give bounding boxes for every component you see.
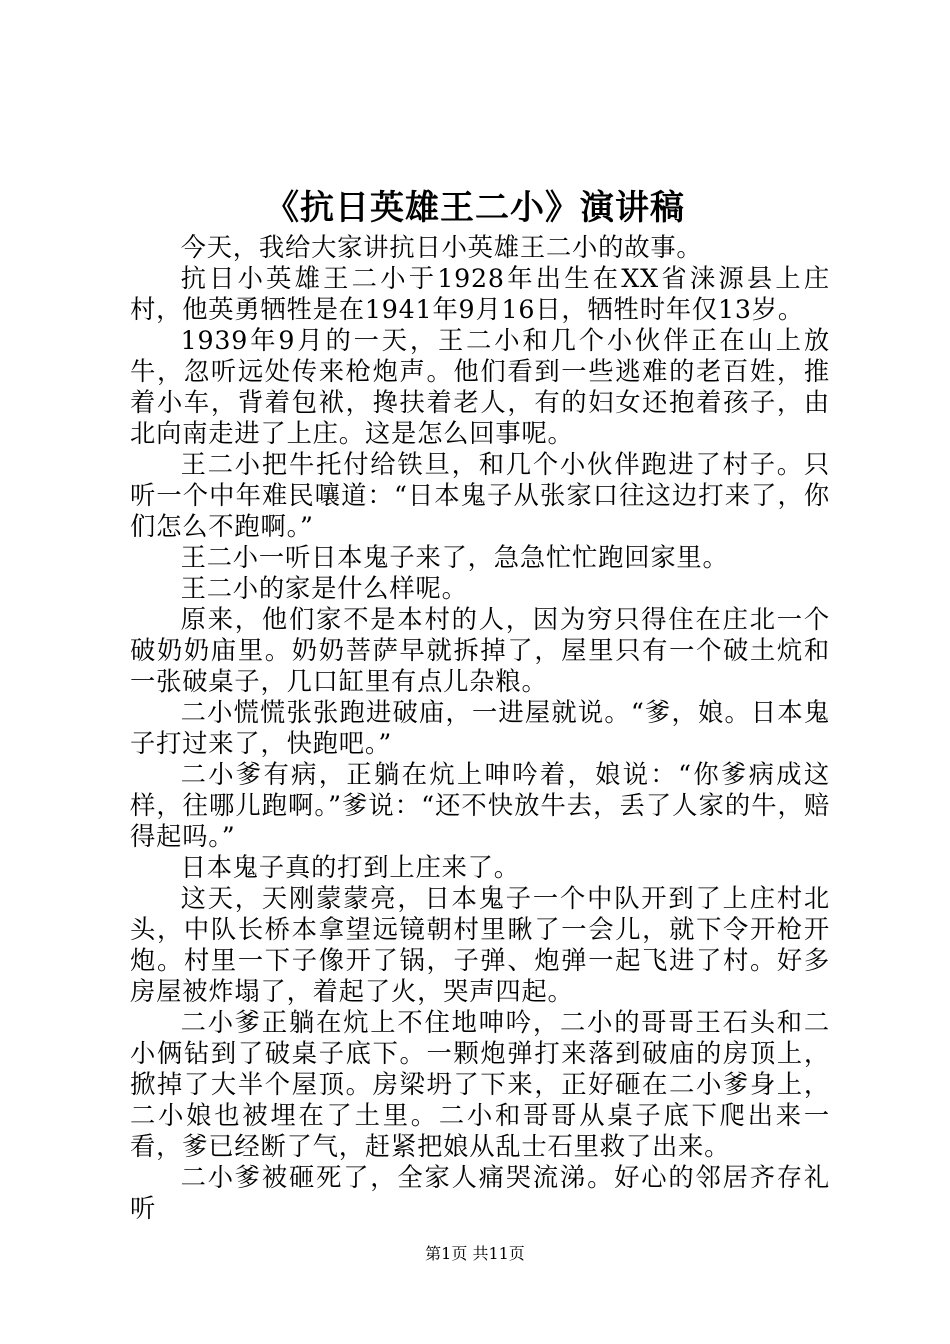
paragraph: 二小爹有病，正躺在炕上呻吟着，娘说：“你爹病成这样，往哪儿跑啊。”爹说：“还不快放牛去，丢了人家的牛，赔得起吗。” — [130, 760, 830, 851]
paragraph: 原来，他们家不是本村的人，因为穷只得住在庄北一个破奶奶庙里。奶奶菩萨早就拆掉了，屋里只有一个破土炕和一张破桌子，几口缸里有点儿杂粮。 — [130, 605, 830, 696]
paragraph: 王二小的家是什么样呢。 — [180, 574, 468, 603]
paragraph: 这天，天刚蒙蒙亮，日本鬼子一个中队开到了上庄村北头，中队长桥本拿望远镜朝村里瞅了一会儿，就下令开枪开炮。村里一下子像开了锅，子弹、炮弹一起飞进了村。好多房屋被炸塌了，着起了火，哭声四起。 — [130, 884, 830, 1006]
paragraph: 二小爹正躺在炕上不住地呻吟，二小的哥哥王石头和二小俩钻到了破桌子底下。一颗炮弹打来落到破庙的房顶上，掀掉了大半个屋顶。房梁坍了下来，正好砸在二小爹身上，二小娘也被埋在了土里。二小和哥哥从桌子底下爬出来一看，爹已经断了气，赶紧把娘从乱士石里救了出来。 — [130, 1008, 830, 1161]
document-body — [130, 232, 830, 1224]
paragraph: 王二小把牛托付给铁旦，和几个小伙伴跑进了村子。只听一个中年难民嚷道：“日本鬼子从张家口往这边打来了，你们怎么不跑啊。” — [130, 450, 830, 541]
page-footer: 第1页 共11页 — [425, 1244, 525, 1263]
document-title: 《抗日英雄王二小》演讲稿 — [265, 188, 685, 228]
paragraph: 王二小一听日本鬼子来了，急急忙忙跑回家里。 — [180, 543, 729, 572]
paragraph: 二小慌慌张张跑进破庙，一进屋就说。“爹，娘。日本鬼子打过来了，快跑吧。” — [130, 698, 830, 758]
paragraph: 今天，我给大家讲抗日小英雄王二小的故事。 — [180, 233, 703, 262]
paragraph: 日本鬼子真的打到上庄来了。 — [180, 853, 520, 882]
paragraph: 二小爹被砸死了，全家人痛哭流涕。好心的邻居齐存礼听 — [130, 1163, 830, 1223]
paragraph: 抗日小英雄王二小于1928年出生在XX省涞源县上庄村，他英勇牺牲是在1941年9月16日，牺牲时年仅13岁。 — [130, 264, 830, 324]
paragraph: 1939年9月的一天，王二小和几个小伙伴正在山上放牛，忽听远处传来枪炮声。他们看到一些逃难的老百姓，推着小车，背着包袱，搀扶着老人，有的妇女还抱着孩子，由北向南走进了上庄。这是怎么回事呢。 — [130, 326, 830, 448]
